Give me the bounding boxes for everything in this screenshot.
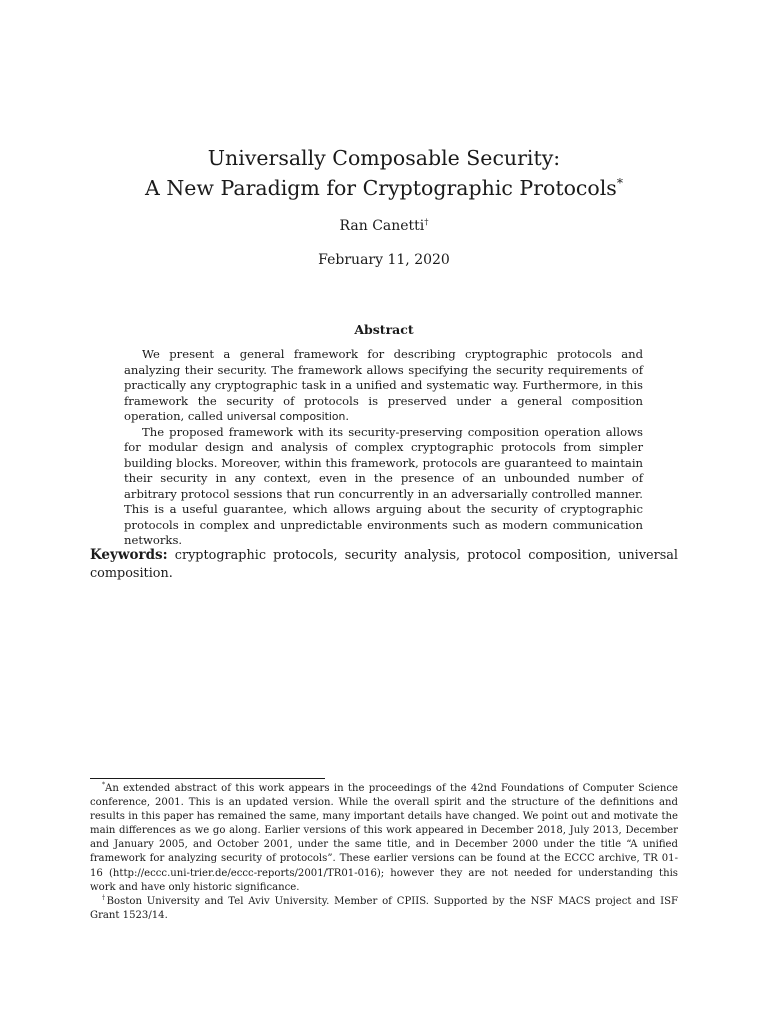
abstract-heading: Abstract <box>354 322 414 337</box>
footnote-divider <box>90 778 325 779</box>
footnotes <box>90 782 678 923</box>
abstract-term-universal-composition: universal composition <box>226 410 346 423</box>
keywords-text: cryptographic protocols, security analysis, protocol composition, universal composition. <box>90 548 678 581</box>
footnote-2-text: Boston University and Tel Aviv University. Member of CPIIS. Supported by the NSF MACS project and ISF Grant 1523/14. <box>90 895 678 921</box>
keywords <box>90 546 678 583</box>
title-line-2-text: A New Paradigm for Cryptographic Protocols <box>145 176 617 200</box>
author-footnote-mark: † <box>424 216 429 227</box>
abstract-paragraph-2: The proposed framework with its security-preserving composition operation allows for modular design and analysis of complex cryptographic protocols from simpler building blocks. Moreover, within this framework, protocols are guaranteed to maintain their security in any context, even in the presence of an unbounded number of arbitrary protocol sessions that run concurrently in an adversarially controlled manner. This is a useful guarantee, which allows arguing about the security of cryptographic protocols in complex and unpredictable environments such as modern communication networks. <box>124 424 643 547</box>
title-footnote-mark: * <box>616 176 623 191</box>
abstract-p1-text: We present a general framework for describing cryptographic protocols and analyzing their security. The framework allows specifying the security requirements of practically any cryptographic task in a unified and systematic way. Furthermore, in this framework the security of protocols is preserved under a general composition operation, called <box>124 347 643 423</box>
footnote-2 <box>90 895 678 923</box>
abstract-paragraph-1 <box>124 347 643 425</box>
title-line-1: Universally Composable Security: <box>207 146 561 170</box>
keywords-label: Keywords: <box>90 547 168 563</box>
abstract-p1-end: . <box>345 409 350 423</box>
footnote-2-mark: † <box>102 894 107 902</box>
paper-title <box>0 143 768 203</box>
date: February 11, 2020 <box>318 252 450 268</box>
abstract-body <box>124 347 643 549</box>
footnote-1-mark: * <box>102 781 106 789</box>
title-line-2 <box>0 173 768 203</box>
author <box>0 218 768 234</box>
footnote-1-text: An extended abstract of this work appears in the proceedings of the 42nd Foundations of Computer Science conference, 2001. This is an updated version. While the overall spirit and the structure of the definitions and results in this paper has remained the same, many important details have changed. We point out and motivate the main differences as we go along. Earlier versions of this work appeared in December 2018, July 2013, December and January 2005, and October 2001, under the same title, and in December 2000 under the title “A unified framework for analyzing security of protocols”. These earlier versions can be found at the ECCC archive, TR 01-16 (http://eccc.uni-trier.de/eccc-reports/2001/TR01-016); however they are not needed for understanding this work and have only historic significance. <box>90 783 678 893</box>
footnote-1 <box>90 782 678 895</box>
author-name: Ran Canetti <box>339 218 425 234</box>
